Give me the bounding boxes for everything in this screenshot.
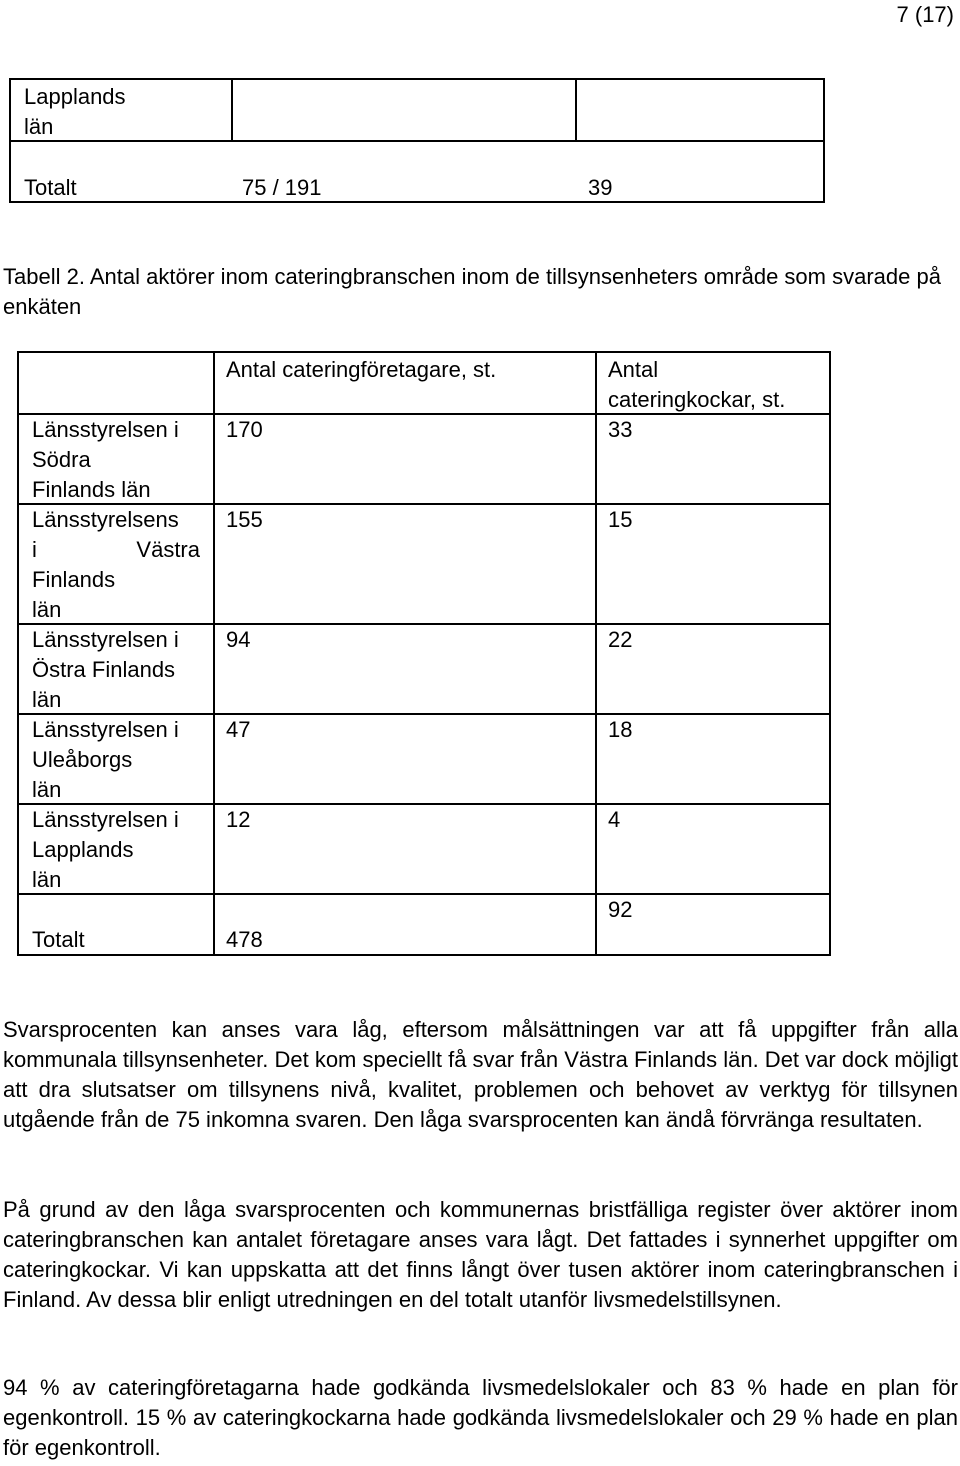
table-row-cooks: 33 [608, 417, 633, 442]
table-divider [595, 353, 597, 954]
main-table [17, 351, 831, 956]
table-row-region: Länsstyrelsen i Östra Finlands län [32, 627, 179, 712]
paragraph: Svarsprocenten kan anses vara låg, eftersom målsättningen var att få uppgifter från alla kommunala tillsynsenheter. Det kom speciellt få svar från Västra Finlands län. Det var dock möjligt att dra slutsatser om tillsynens nivå, kvalitet, problemen och behovet av verktyg för tillsynen utgående från de 75 inkomna svaren. Den låga svarsprocenten kan ändå förvränga resultaten. [3, 1017, 958, 1132]
total-label: Totalt [32, 927, 85, 952]
table-row-companies: 47 [226, 717, 251, 742]
total-responses: 75 / 191 [242, 175, 322, 200]
table-divider [11, 140, 823, 142]
table-row-region: Länsstyrelsen i Lapplands län [32, 807, 179, 892]
table-row-companies: 155 [226, 507, 263, 532]
table-divider [231, 80, 233, 142]
paragraph: På grund av den låga svarsprocenten och kommunernas bristfälliga register över aktörer inom cateringbranschen kan antalet företagare anses vara lågt. Det fattades i synnerhet uppgifter om cateringkockar. Vi kan uppskatta att det finns långt över tusen aktörer inom cateringbranschen i Finland. Av dessa blir enligt utredningen en del totalt utanför livsmedelstillsynen. [3, 1197, 958, 1312]
total-companies: 478 [226, 927, 263, 952]
table-caption: Tabell 2. Antal aktörer inom cateringbranschen inom de tillsynsenheters område som svarade på enkäten [3, 264, 941, 319]
total-label: Totalt [24, 175, 77, 200]
page-number: 7 (17) [896, 2, 954, 27]
total-count: 39 [588, 175, 613, 200]
paragraph: 94 % av cateringföretagarna hade godkända livsmedelslokaler och 83 % hade en plan för egenkontroll. 15 % av cateringkockarna hade godkända livsmedelslokaler och 29 % hade en plan för egenkontroll. [3, 1375, 958, 1460]
total-cooks: 92 [608, 897, 633, 922]
table-row-companies: 94 [226, 627, 251, 652]
table-row-cooks: 4 [608, 807, 621, 832]
header-cooks: Antal cateringkockar, st. [608, 357, 786, 412]
table-divider [575, 80, 577, 142]
table-row-region: Länsstyrelsens i Västra Finlands län [32, 507, 200, 622]
table-divider [213, 353, 215, 954]
table-row-region: Länsstyrelsen i Uleåborgs län [32, 717, 179, 802]
table-row-cooks: 22 [608, 627, 633, 652]
table-row-cooks: 15 [608, 507, 633, 532]
table-row-companies: 170 [226, 417, 263, 442]
table-row-region: Länsstyrelsen i Södra Finlands län [32, 417, 179, 502]
table-row-companies: 12 [226, 807, 251, 832]
table-row-cooks: 18 [608, 717, 633, 742]
header-companies: Antal cateringföretagare, st. [226, 357, 497, 382]
top-table [9, 78, 825, 203]
region-cell: Lapplands län [24, 84, 126, 139]
